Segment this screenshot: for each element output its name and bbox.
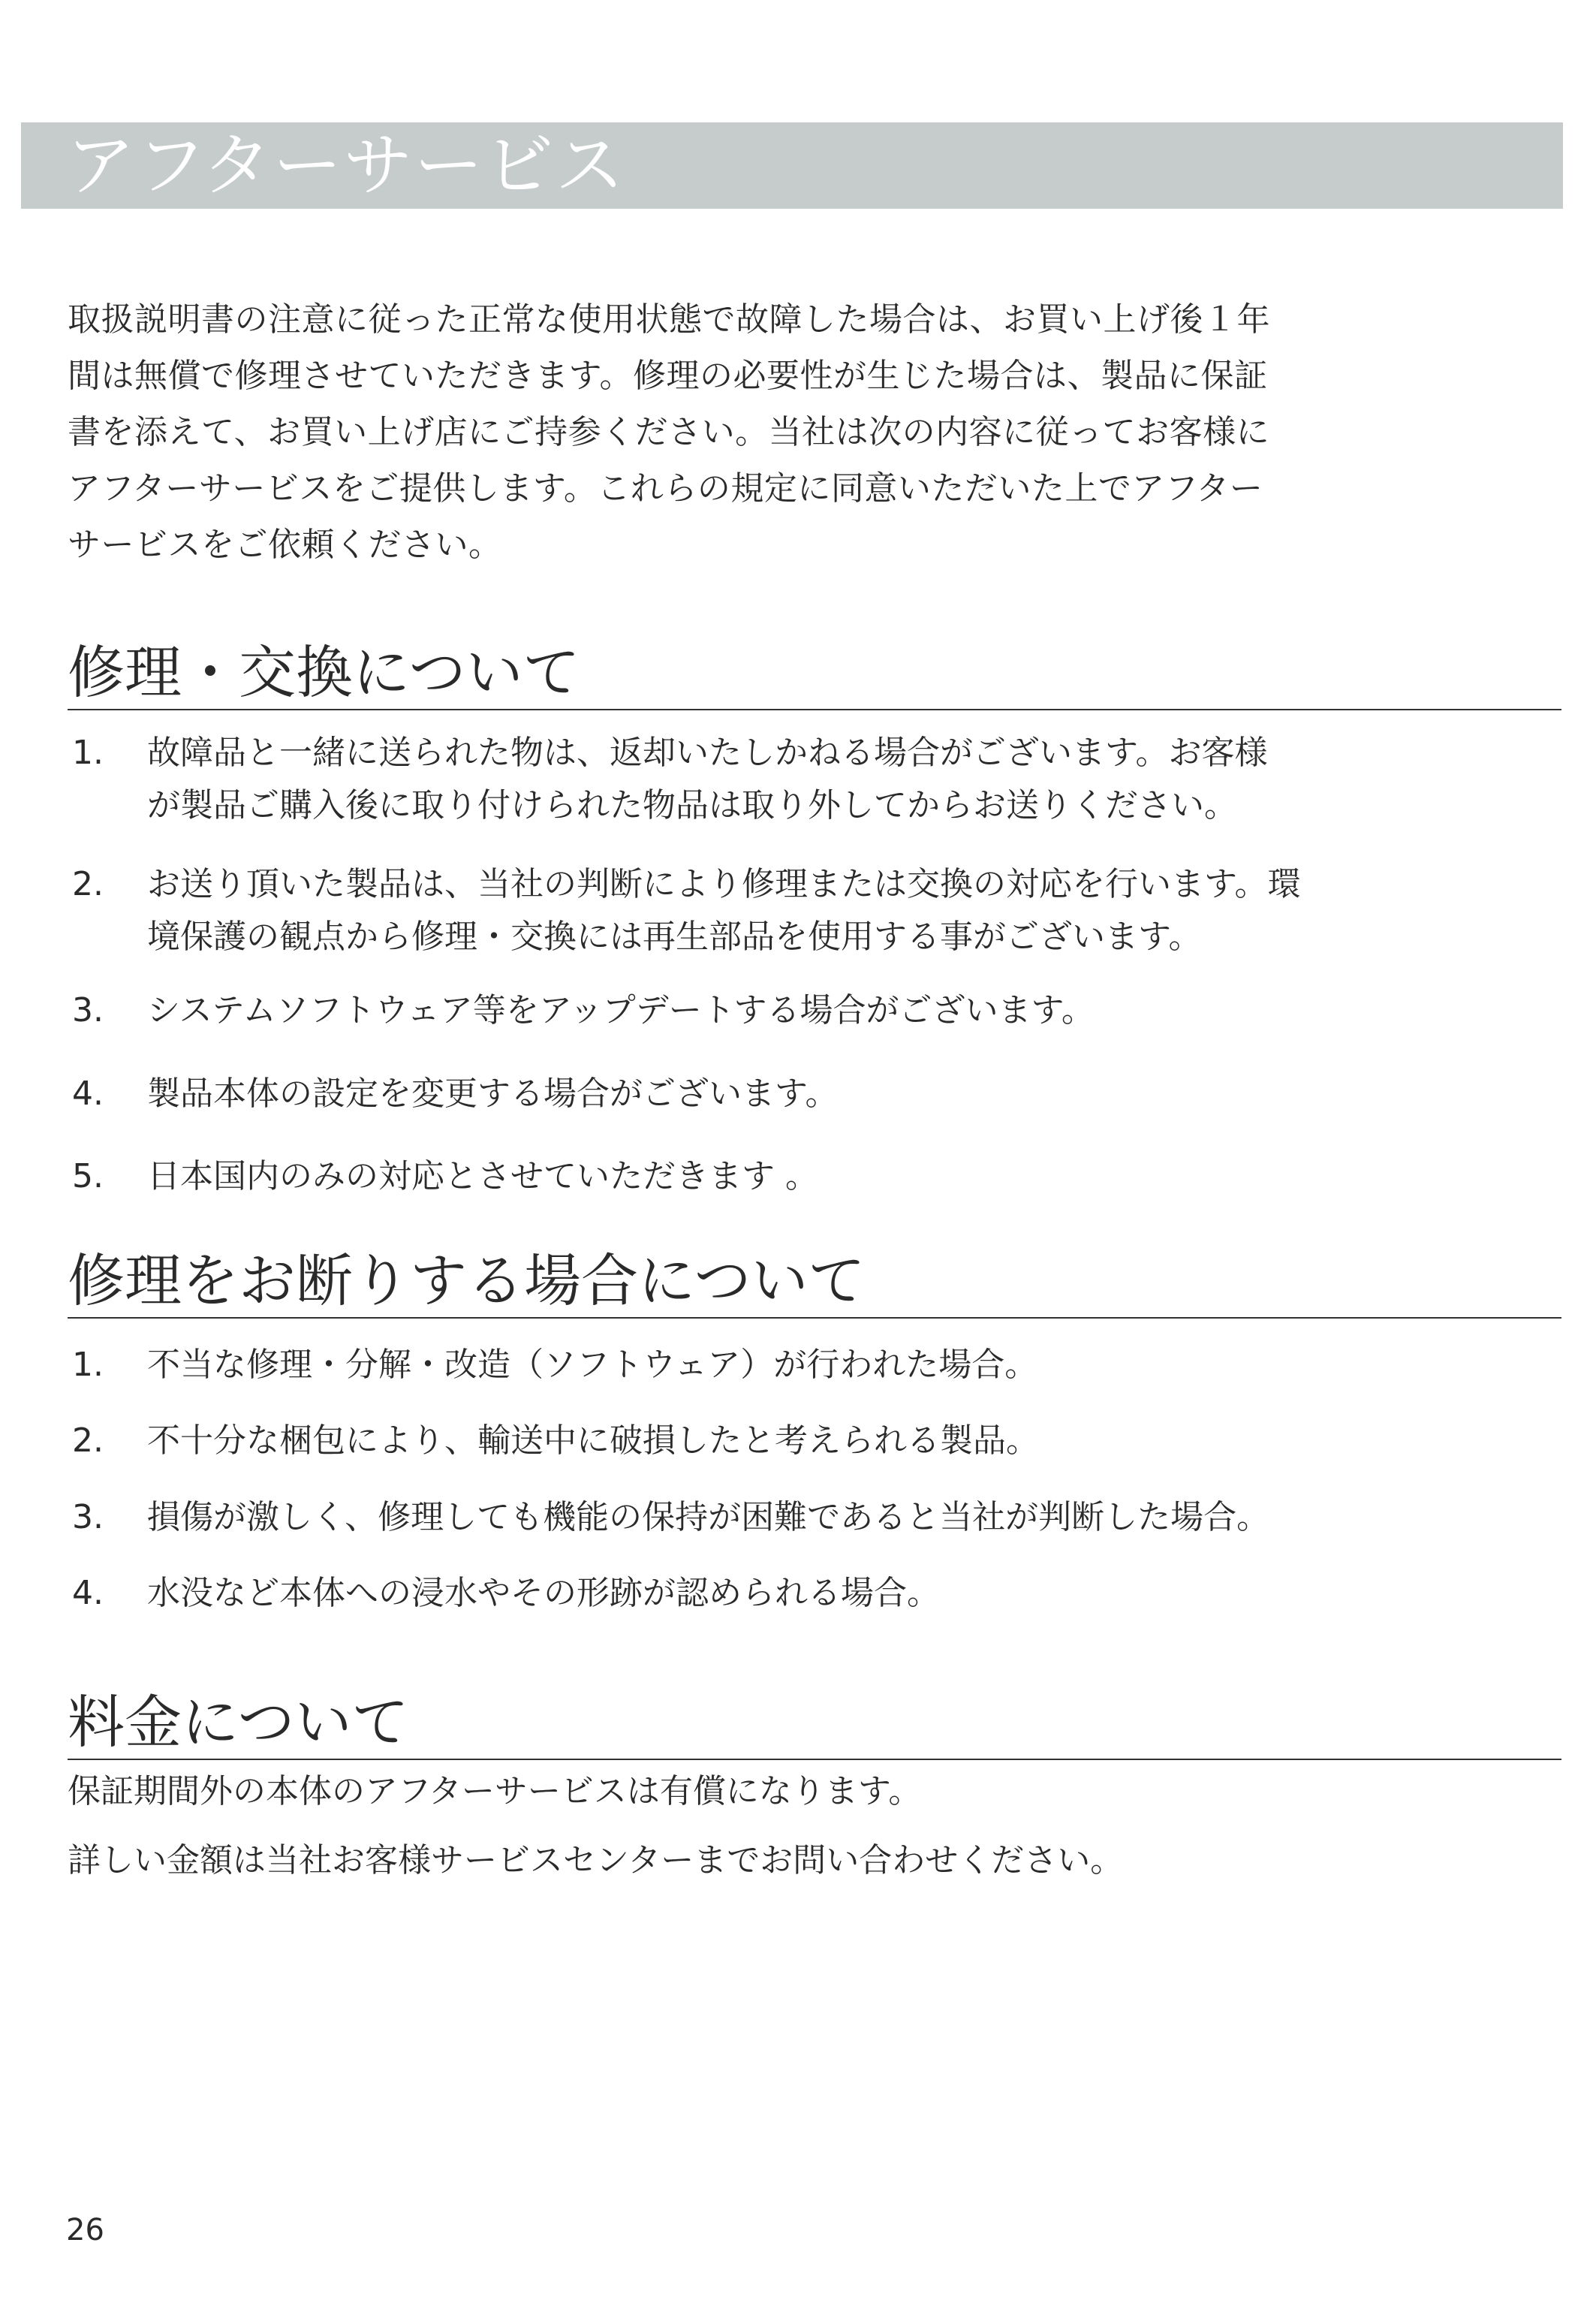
- list-item-number: 1.: [72, 1346, 104, 1384]
- list-item-number: 3.: [72, 1498, 104, 1536]
- list-item-number: 4.: [72, 1574, 104, 1612]
- intro-line: サービスをご依頼ください。: [68, 526, 502, 564]
- list-item-text: 故障品と一緒に送られた物は、返却いたしかねる場合がございます。お客様: [147, 734, 1268, 772]
- list-item-number: 2.: [72, 865, 104, 903]
- list-item-text: 製品本体の設定を変更する場合がございます。: [147, 1075, 839, 1113]
- list-item-number: 3.: [72, 991, 104, 1029]
- list-item-number: 5.: [72, 1157, 104, 1195]
- list-item-text: が製品ご購入後に取り付けられた物品は取り外してからお送りください。: [147, 786, 1237, 824]
- list-item-text: 日本国内のみの対応とさせていただきます 。: [147, 1157, 818, 1195]
- list-item-text: 不当な修理・分解・改造（ソフトウェア）が行われた場合。: [147, 1346, 1038, 1384]
- list-item-number: 1.: [72, 734, 104, 772]
- intro-line: 書を添えて、お買い上げ店にご持参ください。当社は次の内容に従ってお客様に: [68, 413, 1270, 451]
- fee-line: 詳しい金額は当社お客様サービスセンターまでお問い合わせください。: [68, 1841, 1124, 1879]
- list-item-text: 不十分な梱包により、輸送中に破損したと考えられる製品。: [147, 1421, 1039, 1460]
- intro-line: 間は無償で修理させていただきます。修理の必要性が生じた場合は、製品に保証: [68, 357, 1268, 395]
- intro-line: アフターサービスをご提供します。これらの規定に同意いただいた上でアフター: [68, 469, 1263, 508]
- title-bar: [21, 122, 1563, 209]
- refusal-section-heading: 修理をお断りする場合について: [68, 1252, 1561, 1319]
- list-item-text: 水没など本体への浸水やその形跡が認められる場合。: [147, 1574, 940, 1612]
- repair-section-heading: 修理・交換について: [68, 644, 1561, 710]
- list-item-number: 4.: [72, 1075, 104, 1113]
- intro-paragraph: [68, 291, 1561, 573]
- fee-line: 保証期間外の本体のアフターサービスは有償になります。: [68, 1772, 922, 1810]
- list-item-text: システムソフトウェア等をアップデートする場合がございます。: [147, 991, 1095, 1029]
- list-item-number: 2.: [72, 1421, 104, 1460]
- list-item-text: 損傷が激しく、修理しても機能の保持が困難であると当社が判断した場合。: [147, 1498, 1270, 1536]
- list-item-text: お送り頂いた製品は、当社の判断により修理または交換の対応を行います。環: [147, 865, 1301, 903]
- list-item-text: 境保護の観点から修理・交換には再生部品を使用する事がございます。: [147, 918, 1202, 956]
- page-title: アフターサービス: [66, 125, 626, 206]
- fee-section-heading: 料金について: [68, 1694, 1561, 1760]
- intro-line: 取扱説明書の注意に従った正常な使用状態で故障した場合は、お買い上げ後１年: [68, 300, 1270, 339]
- page-number: 26: [66, 2213, 104, 2247]
